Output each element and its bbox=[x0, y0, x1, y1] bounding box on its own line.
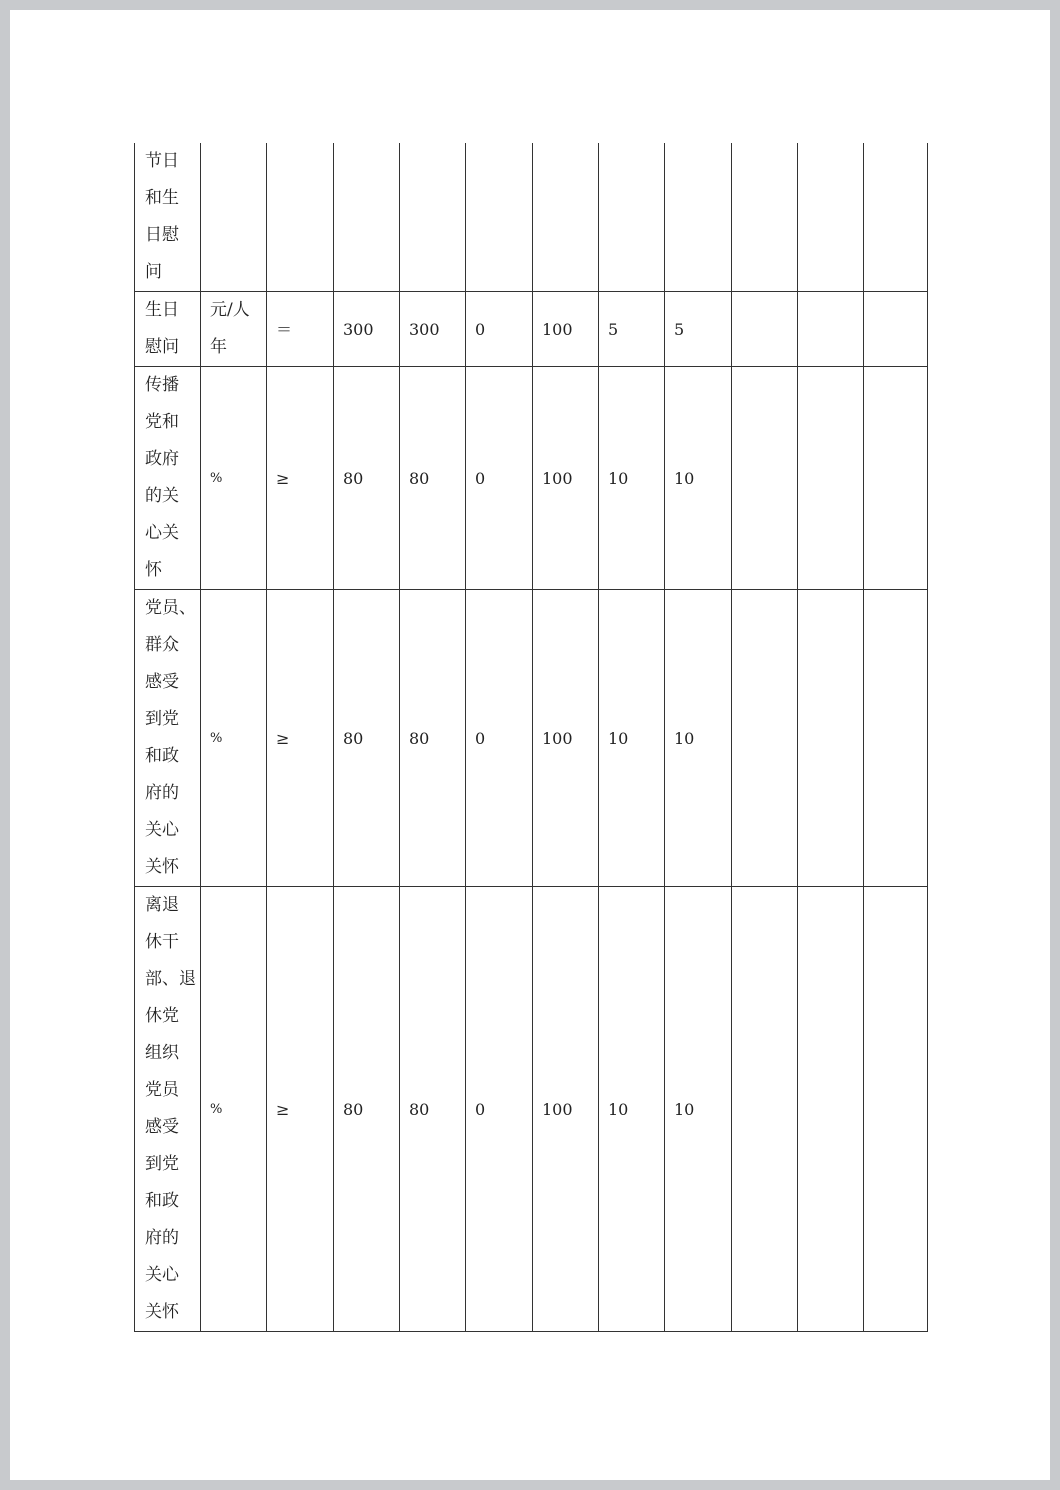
table-row bbox=[135, 590, 928, 887]
value-cell: 80 bbox=[334, 590, 400, 887]
operator-cell: ＝ bbox=[267, 292, 334, 367]
value-cell: 10 bbox=[599, 590, 665, 887]
value-cell bbox=[798, 367, 864, 590]
indicator-label-line: 传播 bbox=[145, 375, 179, 395]
indicator-label-cell bbox=[135, 367, 201, 590]
indicator-label-line: 休干 bbox=[145, 932, 179, 952]
table-row bbox=[135, 143, 928, 292]
indicator-label-line: 节日 bbox=[145, 151, 179, 171]
indicator-label-line: 感受 bbox=[145, 1117, 179, 1137]
value-cell bbox=[864, 292, 928, 367]
value-cell bbox=[864, 143, 928, 292]
value-cell bbox=[798, 590, 864, 887]
table-row bbox=[135, 367, 928, 590]
indicator-label-line: 府的 bbox=[145, 1228, 179, 1248]
value-cell bbox=[798, 887, 864, 1332]
value-cell bbox=[533, 143, 599, 292]
indicator-label-line: 休党 bbox=[145, 1006, 179, 1026]
value-cell bbox=[466, 143, 533, 292]
indicator-label-line: 党员 bbox=[145, 1080, 179, 1100]
indicator-label-line: 怀 bbox=[145, 560, 162, 580]
operator-cell: ≥ bbox=[267, 887, 334, 1332]
value-cell bbox=[732, 292, 798, 367]
value-cell bbox=[665, 143, 732, 292]
value-cell: 100 bbox=[533, 292, 599, 367]
value-cell: 0 bbox=[466, 367, 533, 590]
value-cell: 80 bbox=[400, 590, 466, 887]
operator-cell: ≥ bbox=[267, 590, 334, 887]
indicator-label-line: 日慰 bbox=[145, 225, 179, 245]
unit-cell: % bbox=[201, 367, 267, 590]
value-cell bbox=[400, 143, 466, 292]
value-cell: 100 bbox=[533, 590, 599, 887]
value-cell bbox=[798, 292, 864, 367]
unit-cell: 元/人年 bbox=[201, 292, 267, 367]
indicator-label-line: 关心 bbox=[145, 1265, 179, 1285]
indicator-label-line: 问 bbox=[145, 262, 162, 282]
indicator-label-cell bbox=[135, 887, 201, 1332]
unit-cell: % bbox=[201, 590, 267, 887]
value-cell: 10 bbox=[665, 887, 732, 1332]
value-cell: 10 bbox=[599, 887, 665, 1332]
indicator-label-cell bbox=[135, 292, 201, 367]
value-cell: 0 bbox=[466, 590, 533, 887]
document-page bbox=[10, 10, 1050, 1480]
value-cell bbox=[599, 143, 665, 292]
value-cell: 10 bbox=[665, 367, 732, 590]
table-row bbox=[135, 292, 928, 367]
unit-cell bbox=[201, 143, 267, 292]
indicator-label-line: 群众 bbox=[145, 635, 179, 655]
indicator-label-line: 到党 bbox=[145, 709, 179, 729]
indicator-label-line: 心关 bbox=[145, 523, 179, 543]
indicator-label-line: 离退 bbox=[145, 895, 179, 915]
value-cell: 80 bbox=[400, 367, 466, 590]
value-cell bbox=[732, 887, 798, 1332]
value-cell: 300 bbox=[400, 292, 466, 367]
indicator-label-line: 关怀 bbox=[145, 1302, 179, 1322]
value-cell: 80 bbox=[334, 367, 400, 590]
indicator-label-line: 和政 bbox=[145, 746, 179, 766]
indicator-label-line: 府的 bbox=[145, 783, 179, 803]
indicator-label-line: 生日 bbox=[145, 300, 179, 320]
indicator-label-line: 党员、 bbox=[145, 598, 196, 618]
indicator-label-line: 的关 bbox=[145, 486, 179, 506]
value-cell bbox=[732, 367, 798, 590]
value-cell: 10 bbox=[599, 367, 665, 590]
indicator-label-line: 到党 bbox=[145, 1154, 179, 1174]
indicator-label-line: 党和 bbox=[145, 412, 179, 432]
value-cell: 5 bbox=[599, 292, 665, 367]
indicator-label-line: 政府 bbox=[145, 449, 179, 469]
value-cell: 80 bbox=[334, 887, 400, 1332]
value-cell: 100 bbox=[533, 887, 599, 1332]
value-cell: 80 bbox=[400, 887, 466, 1332]
operator-cell: ≥ bbox=[267, 367, 334, 590]
indicator-table bbox=[134, 143, 928, 1332]
value-cell: 0 bbox=[466, 887, 533, 1332]
value-cell bbox=[334, 143, 400, 292]
operator-cell bbox=[267, 143, 334, 292]
indicator-label-line: 关怀 bbox=[145, 857, 179, 877]
value-cell bbox=[864, 887, 928, 1332]
indicator-label-line: 部、退 bbox=[145, 969, 196, 989]
indicator-label-cell bbox=[135, 590, 201, 887]
indicator-label-line: 和生 bbox=[145, 188, 179, 208]
value-cell bbox=[864, 590, 928, 887]
value-cell bbox=[732, 143, 798, 292]
indicator-label-line: 慰问 bbox=[145, 337, 179, 357]
value-cell bbox=[732, 590, 798, 887]
indicator-label-line: 关心 bbox=[145, 820, 179, 840]
table-row bbox=[135, 887, 928, 1332]
value-cell: 5 bbox=[665, 292, 732, 367]
value-cell: 100 bbox=[533, 367, 599, 590]
unit-cell: % bbox=[201, 887, 267, 1332]
indicator-label-line: 组织 bbox=[145, 1043, 179, 1063]
table-body bbox=[135, 143, 928, 1332]
value-cell bbox=[864, 367, 928, 590]
value-cell: 10 bbox=[665, 590, 732, 887]
value-cell bbox=[798, 143, 864, 292]
indicator-label-line: 感受 bbox=[145, 672, 179, 692]
indicator-label-line: 和政 bbox=[145, 1191, 179, 1211]
value-cell: 300 bbox=[334, 292, 400, 367]
value-cell: 0 bbox=[466, 292, 533, 367]
indicator-label-cell bbox=[135, 143, 201, 292]
